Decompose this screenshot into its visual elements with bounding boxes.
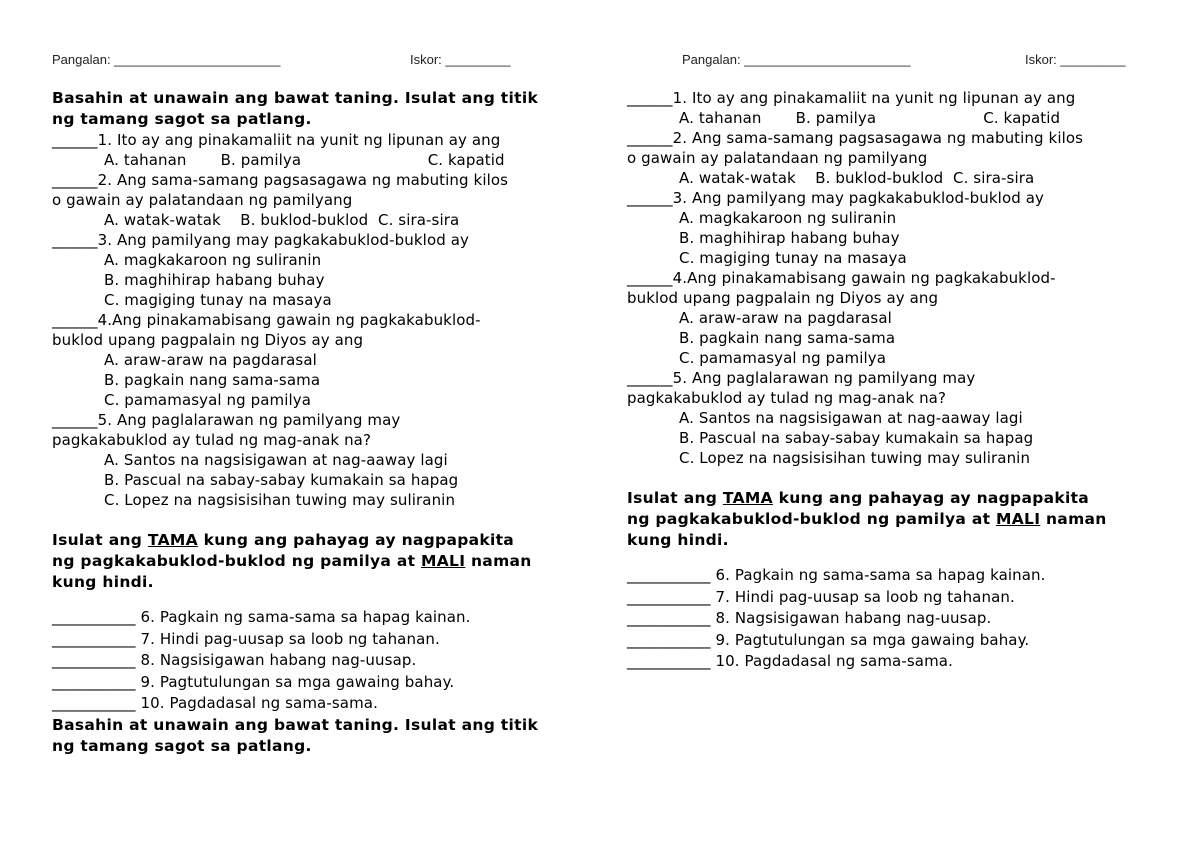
option: A. magkakaroon ng suliranin (679, 209, 897, 227)
tama-keyword: TAMA (147, 531, 198, 549)
question-4: ______4.Ang pinakamabisang gawain ng pagkakabuklod- (52, 311, 481, 329)
option: C. magiging tunay na masaya (679, 249, 907, 267)
option: B. pagkain nang sama-sama (104, 371, 321, 389)
instruction-line: Basahin at unawain ang bawat taning. Isulat ang titik (52, 715, 539, 734)
question-1: ______1. Ito ay ang pinakamaliit na yunit ng lipunan ay ang (627, 89, 1076, 107)
option: A. magkakaroon ng suliranin (104, 251, 322, 269)
option: B. Pascual na sabay-sabay kumakain sa hapag (679, 429, 1034, 447)
truefalse-item: ___________ 7. Hindi pag-uusap sa loob ng tahanan. (627, 587, 1015, 606)
pangalan-field[interactable]: Pangalan: _______________________ (52, 52, 281, 67)
tama-keyword: TAMA (722, 489, 773, 507)
instruction-text: kung ang pahayag ay nagpapakita (197, 531, 515, 549)
truefalse-item: ___________ 9. Pagtutulungan sa mga gawaing bahay. (627, 630, 1030, 649)
instruction-text: ng pagkakabuklod-buklod ng pamilya at (627, 510, 997, 528)
question-3: ______3. Ang pamilyang may pagkakabuklod-buklod ay (627, 189, 1044, 207)
option: B. maghihirap habang buhay (679, 229, 900, 247)
option: C. Lopez na nagsisisihan tuwing may suliranin (679, 449, 1031, 467)
question-1: ______1. Ito ay ang pinakamaliit na yunit ng lipunan ay ang (52, 131, 501, 149)
question-1-options: A. tahanan B. pamilya C. kapatid (104, 151, 505, 169)
question-4-cont: buklod upang pagpalain ng Diyos ay ang (627, 289, 939, 307)
truefalse-item: ___________ 10. Pagdadasal ng sama-sama. (52, 694, 378, 712)
instruction-line (627, 488, 1187, 509)
option: A. Santos na nagsisigawan at nag-aaway lagi (104, 451, 448, 469)
question-4: ______4.Ang pinakamabisang gawain ng pagkakabuklod- (627, 269, 1056, 287)
option: A. araw-araw na pagdarasal (679, 309, 892, 327)
option: C. pamamasyal ng pamilya (679, 349, 887, 367)
iskor-field[interactable]: Iskor: _________ (1025, 52, 1126, 67)
instruction-line (52, 530, 612, 551)
question-2-cont: o gawain ay palatandaan ng pamilyang (52, 191, 353, 209)
header-right (627, 52, 1167, 70)
option: B. Pascual na sabay-sabay kumakain sa hapag (104, 471, 459, 489)
instruction-line: kung hindi. (627, 531, 729, 549)
instruction-text: ng pagkakabuklod-buklod ng pamilya at (52, 552, 422, 570)
question-2-cont: o gawain ay palatandaan ng pamilyang (627, 149, 928, 167)
instruction-text: naman (465, 552, 532, 570)
instruction-line (52, 551, 612, 572)
instruction-line: ng tamang sagot sa patlang. (52, 736, 312, 755)
truefalse-item: ___________ 8. Nagsisigawan habang nag-uusap. (627, 609, 992, 627)
instruction-text: naman (1040, 510, 1107, 528)
mali-keyword: MALI (996, 510, 1041, 528)
question-2-options: A. watak-watak B. buklod-buklod C. sira-sira (104, 211, 460, 229)
mali-keyword: MALI (421, 552, 466, 570)
option: A. araw-araw na pagdarasal (104, 351, 317, 369)
instruction-text: kung ang pahayag ay nagpapakita (772, 489, 1090, 507)
option: C. Lopez na nagsisisihan tuwing may suliranin (104, 491, 456, 509)
question-5-cont: pagkakabuklod ay tulad ng mag-anak na? (627, 389, 947, 407)
option: C. pamamasyal ng pamilya (104, 391, 312, 409)
instruction-line (627, 509, 1187, 530)
question-5-cont: pagkakabuklod ay tulad ng mag-anak na? (52, 431, 372, 449)
truefalse-item: ___________ 7. Hindi pag-uusap sa loob ng tahanan. (52, 629, 440, 648)
option: B. maghihirap habang buhay (104, 271, 325, 289)
option: B. pagkain nang sama-sama (679, 329, 896, 347)
question-2: ______2. Ang sama-samang pagsasagawa ng mabuting kilos (627, 129, 1084, 147)
question-3: ______3. Ang pamilyang may pagkakabuklod-buklod ay (52, 231, 469, 249)
instruction-text: Isulat ang (627, 489, 723, 507)
question-2-options: A. watak-watak B. buklod-buklod C. sira-sira (679, 169, 1035, 187)
instruction-line: Basahin at unawain ang bawat taning. Isulat ang titik (52, 89, 539, 107)
truefalse-item: ___________ 9. Pagtutulungan sa mga gawaing bahay. (52, 672, 455, 691)
instruction-line: ng tamang sagot sa patlang. (52, 110, 312, 128)
instruction-text: Isulat ang (52, 531, 148, 549)
question-1-options: A. tahanan B. pamilya C. kapatid (679, 109, 1061, 127)
question-5: ______5. Ang paglalarawan ng pamilyang may (52, 411, 401, 429)
pangalan-field[interactable]: Pangalan: _______________________ (682, 52, 911, 67)
content-right (627, 88, 1187, 673)
iskor-field[interactable]: Iskor: _________ (410, 52, 511, 67)
header-left (52, 52, 592, 70)
truefalse-item: ___________ 8. Nagsisigawan habang nag-uusap. (52, 651, 417, 669)
truefalse-item: ___________ 6. Pagkain ng sama-sama sa hapag kainan. (52, 608, 471, 626)
option: C. magiging tunay na masaya (104, 291, 332, 309)
truefalse-item: ___________ 6. Pagkain ng sama-sama sa hapag kainan. (627, 566, 1046, 584)
instruction-line: kung hindi. (52, 573, 154, 591)
question-4-cont: buklod upang pagpalain ng Diyos ay ang (52, 331, 364, 349)
question-5: ______5. Ang paglalarawan ng pamilyang may (627, 369, 976, 387)
content-left (52, 88, 612, 757)
truefalse-item: ___________ 10. Pagdadasal ng sama-sama. (627, 652, 953, 670)
question-2: ______2. Ang sama-samang pagsasagawa ng mabuting kilos (52, 171, 509, 189)
option: A. Santos na nagsisigawan at nag-aaway lagi (679, 409, 1023, 427)
